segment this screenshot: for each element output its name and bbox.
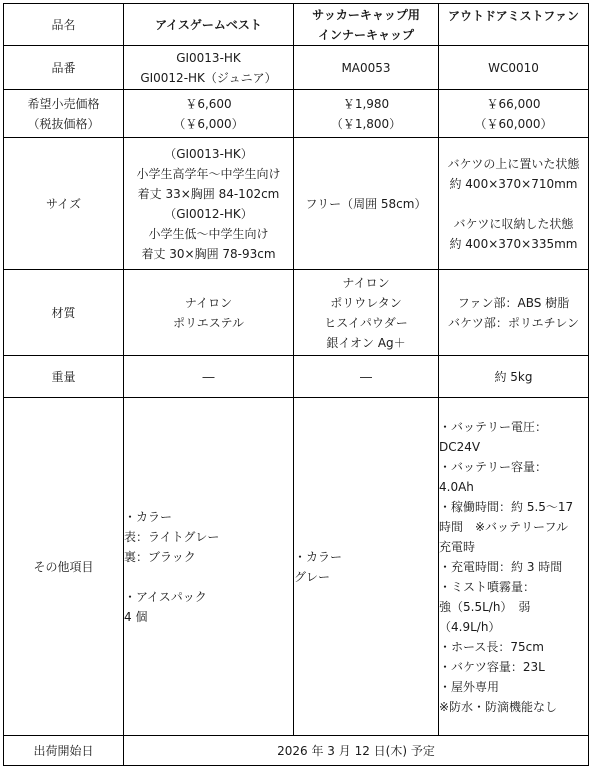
shipping-label-cell — [4, 736, 124, 766]
weight-label-cell — [4, 356, 124, 398]
size-fan-line: バケツに収納した状態 — [453, 216, 574, 231]
material-col2-cell — [294, 270, 439, 356]
part-number-fan: WC0010 — [488, 60, 539, 75]
other-fan-line: 4.0Ah — [439, 479, 474, 494]
price-fan-excl-tax: （￥60,000） — [474, 116, 553, 131]
other-fan-line: ・稼働時間：約 5.5～17 — [439, 499, 574, 514]
other-fan-line: DC24V — [439, 439, 481, 454]
material-cap-line: ヒスイパウダー — [324, 315, 408, 330]
price-label-line1: 希望小売価格 — [27, 96, 100, 111]
size-col2-cell — [294, 138, 439, 270]
material-vest-line: ポリエステル — [173, 315, 244, 330]
material-col3-cell — [439, 270, 589, 356]
material-fan-line: バケツ部：ポリエチレン — [447, 315, 580, 330]
shipping-row — [4, 736, 589, 766]
weight-row — [4, 356, 589, 398]
price-fan: ￥66,000 — [486, 96, 541, 111]
price-cap: ￥1,980 — [342, 96, 390, 111]
product-name-fan: アウトドアミストファン — [447, 9, 580, 23]
other-fan-line: ・屋外専用 — [439, 679, 500, 694]
other-label: その他項目 — [33, 559, 94, 574]
size-vest-line: （GI0013-HK） — [164, 146, 253, 161]
other-fan-line: ・充電時間：約 3 時間 — [439, 559, 563, 574]
part-number-vest-line2: GI0012-HK（ジュニア） — [140, 70, 277, 85]
size-col3-cell — [439, 138, 589, 270]
material-cap-line: ポリウレタン — [330, 295, 402, 310]
other-fan-line: ・バッテリー容量： — [439, 459, 548, 474]
size-row — [4, 138, 589, 270]
size-fan-line: 約 400×370×710mm — [449, 176, 578, 191]
size-vest-line: 小学生低～中学生向け — [148, 226, 269, 241]
header-col2-cell — [294, 4, 439, 46]
material-label-cell — [4, 270, 124, 356]
size-cap: フリー（周囲 58cm） — [305, 196, 427, 211]
price-col3-cell — [439, 90, 589, 138]
shipping-date-cell — [124, 736, 589, 766]
other-col3-cell — [439, 398, 589, 736]
material-vest-line: ナイロン — [184, 295, 233, 310]
other-cap-line: ・カラー — [294, 549, 343, 564]
size-fan-line: バケツの上に置いた状態 — [447, 156, 580, 171]
other-fan-line: ・バケツ容量：23L — [439, 659, 545, 674]
price-vest-excl-tax: （￥6,000） — [173, 116, 244, 131]
weight-col3-cell — [439, 356, 589, 398]
other-vest-line: ・カラー — [124, 509, 173, 524]
product-name-vest: アイスゲームベスト — [155, 17, 262, 32]
price-vest: ￥6,600 — [185, 96, 232, 111]
other-row — [4, 398, 589, 736]
other-vest-line: 表：ライトグレー — [124, 529, 220, 544]
price-row — [4, 90, 589, 138]
other-vest-line: ・アイスパック — [124, 589, 207, 604]
other-fan-line: ※防水・防滴機能なし — [439, 699, 558, 714]
weight-vest: ― — [202, 369, 215, 384]
price-label-line2: （税抜価格） — [27, 116, 100, 131]
other-cap-line: グレー — [294, 569, 331, 584]
other-vest-spacer — [124, 567, 293, 587]
part-number-label: 品番 — [51, 60, 76, 75]
header-row — [4, 4, 589, 46]
other-label-cell — [4, 398, 124, 736]
header-label-cell — [4, 4, 124, 46]
size-col1-cell — [124, 138, 294, 270]
weight-label: 重量 — [51, 369, 76, 384]
size-vest-line: 着丈 33×胸囲 84-102cm — [137, 186, 280, 201]
shipping-date: 2026 年 3 月 12 日(木) 予定 — [277, 743, 435, 758]
weight-cap: ― — [360, 369, 372, 384]
size-vest-line: （GI0012-HK） — [164, 206, 253, 221]
other-col2-cell — [294, 398, 439, 736]
other-col1-cell — [124, 398, 294, 736]
weight-col1-cell — [124, 356, 294, 398]
size-fan-spacer — [439, 194, 588, 214]
other-fan-line: （4.9L/h） — [439, 619, 501, 634]
header-col3-cell — [439, 4, 589, 46]
material-cap-line: ナイロン — [342, 275, 390, 290]
other-fan-line: ・ミスト噴霧量： — [439, 579, 536, 594]
size-vest-line: 着丈 30×胸囲 78-93cm — [141, 246, 276, 261]
size-label-cell — [4, 138, 124, 270]
part-number-row — [4, 46, 589, 90]
size-fan-line: 約 400×370×335mm — [449, 236, 578, 251]
part-number-label-cell — [4, 46, 124, 90]
header-col1-cell — [124, 4, 294, 46]
price-col1-cell — [124, 90, 294, 138]
shipping-label: 出荷開始日 — [33, 743, 94, 758]
price-label-cell — [4, 90, 124, 138]
size-vest-line: 小学生高学年～中学生向け — [136, 166, 281, 181]
other-fan-line: 充電時 — [439, 539, 476, 554]
part-number-col3-cell — [439, 46, 589, 90]
part-number-col2-cell — [294, 46, 439, 90]
other-fan-line: ・ホース長：75cm — [439, 639, 544, 654]
material-fan-line: ファン部：ABS 樹脂 — [457, 295, 570, 310]
other-vest-line: 4 個 — [124, 609, 148, 624]
part-number-vest-line1: GI0013-HK — [176, 50, 241, 65]
product-name-cap-line1: サッカーキャップ用 — [312, 7, 420, 22]
price-col2-cell — [294, 90, 439, 138]
other-vest-line: 裏：ブラック — [124, 549, 196, 564]
material-col1-cell — [124, 270, 294, 356]
material-row — [4, 270, 589, 356]
part-number-col1-cell — [124, 46, 294, 90]
price-cap-excl-tax: （￥1,800） — [330, 116, 402, 131]
size-label: サイズ — [45, 196, 82, 211]
weight-fan: 約 5kg — [494, 369, 533, 384]
material-label: 材質 — [51, 305, 76, 320]
part-number-cap: MA0053 — [341, 60, 391, 75]
other-fan-line: 時間 ※バッテリーフル — [439, 519, 568, 534]
header-label: 品名 — [51, 17, 76, 32]
other-fan-line: ・バッテリー電圧： — [439, 419, 548, 434]
product-name-cap-line2: インナーキャップ — [317, 27, 414, 42]
product-spec-table — [3, 3, 589, 766]
weight-col2-cell — [294, 356, 439, 398]
other-fan-line: 強（5.5L/h） 弱 — [439, 599, 531, 614]
material-cap-line: 銀イオン Ag＋ — [326, 335, 406, 350]
